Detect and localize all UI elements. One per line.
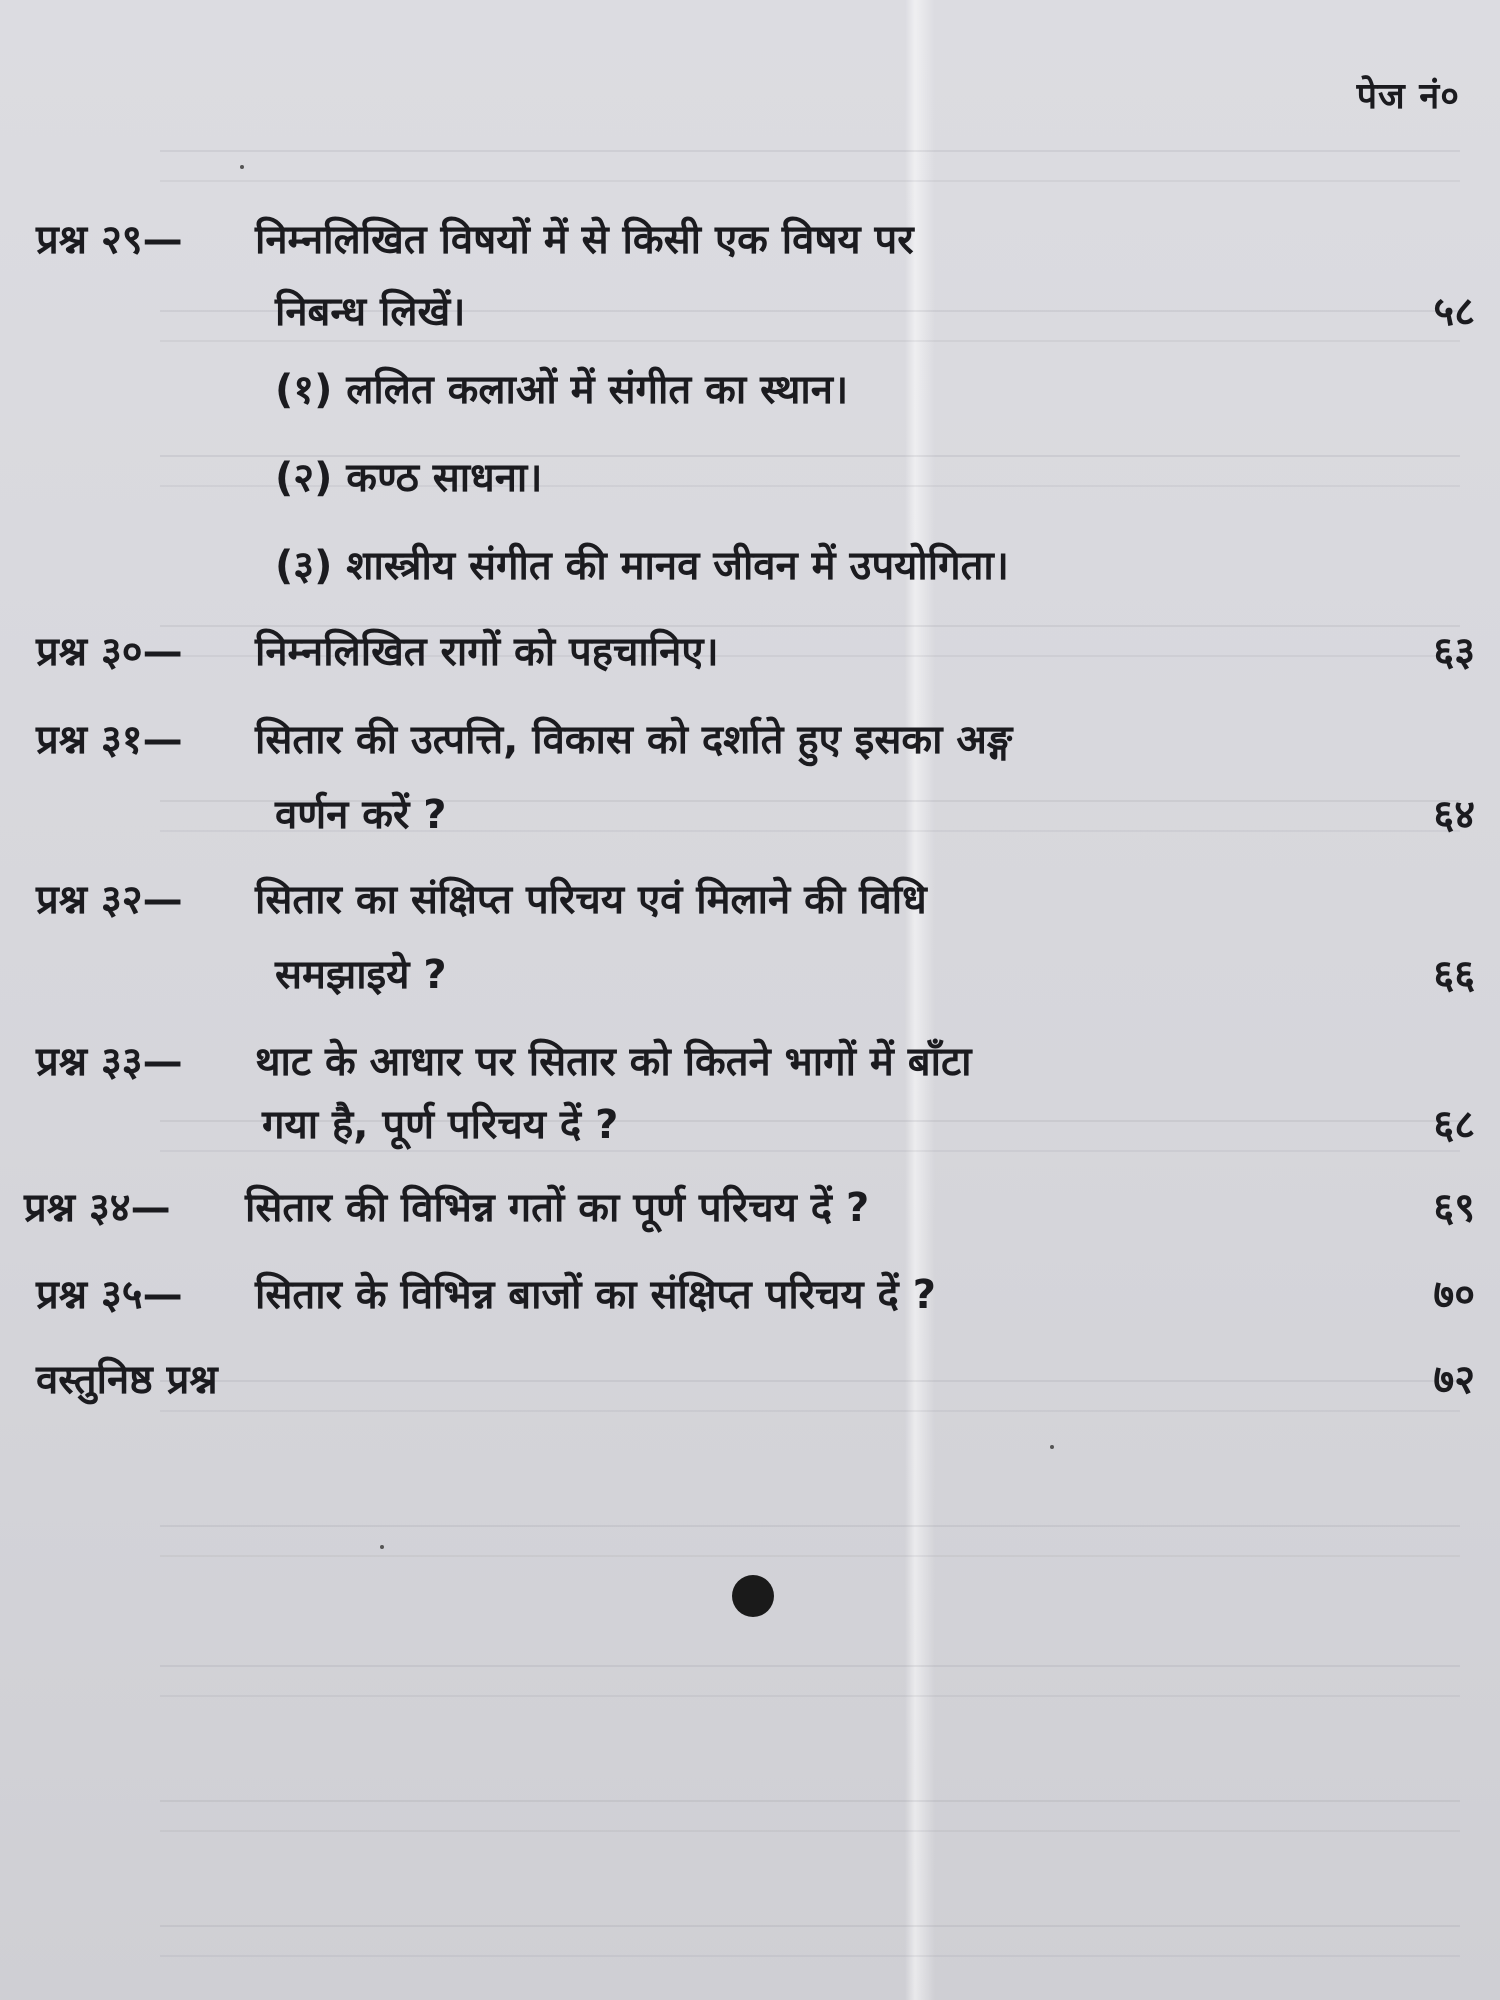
question-label: प्रश्न २९—	[36, 217, 183, 263]
question-text: सितार की विभिन्न गतों का पूर्ण परिचय दें ?	[245, 1185, 870, 1231]
question-text: सितार की उत्पत्ति, विकास को दर्शाते हुए इसका अङ्ग	[255, 717, 1013, 763]
question-text: निम्नलिखित विषयों में से किसी एक विषय पर	[255, 217, 914, 263]
page-ref: ७०	[1433, 1272, 1475, 1318]
question-label: प्रश्न ३४—	[24, 1185, 171, 1231]
speck	[240, 165, 244, 169]
question-text-cont: गया है, पूर्ण परिचय दें ?	[262, 1102, 619, 1148]
page-ref: ५८	[1433, 289, 1475, 335]
question-label: प्रश्न ३१—	[36, 717, 183, 763]
page-ref: ६३	[1433, 629, 1475, 675]
page-ref: ७२	[1433, 1357, 1475, 1403]
sub-topic-text: (३) शास्त्रीय संगीत की मानव जीवन में उपयोगिता।	[275, 543, 1009, 589]
question-label: प्रश्न ३०—	[36, 629, 183, 675]
show-through-line	[160, 1665, 1460, 1697]
question-label: प्रश्न ३५—	[36, 1272, 183, 1318]
show-through-line	[160, 1800, 1460, 1832]
objective-label: वस्तुनिष्ठ प्रश्न	[36, 1357, 218, 1403]
show-through-line	[160, 1380, 1460, 1412]
question-label: प्रश्न ३२—	[36, 877, 183, 923]
show-through-line	[160, 150, 1460, 182]
question-text-cont: निबन्ध लिखें।	[275, 289, 466, 335]
speck	[380, 1545, 384, 1549]
show-through-line	[160, 1525, 1460, 1557]
page-ref: ६६	[1433, 952, 1475, 998]
question-text: सितार का संक्षिप्त परिचय एवं मिलाने की विधि	[255, 877, 927, 923]
sub-topic-text: (१) ललित कलाओं में संगीत का स्थान।	[275, 367, 849, 413]
page-ref: ६४	[1433, 792, 1475, 838]
speck	[1050, 1445, 1054, 1449]
ornament-dot	[732, 1575, 774, 1617]
page-ref: ६९	[1433, 1185, 1475, 1231]
question-label: प्रश्न ३३—	[36, 1039, 183, 1085]
question-text-cont: वर्णन करें ?	[275, 792, 447, 838]
question-text: निम्नलिखित रागों को पहचानिए।	[255, 629, 719, 675]
question-text: थाट के आधार पर सितार को कितने भागों में बाँटा	[255, 1039, 972, 1085]
show-through-line	[160, 1925, 1460, 1957]
question-text: सितार के विभिन्न बाजों का संक्षिप्त परिचय दें ?	[255, 1272, 936, 1318]
page-number-label: पेज नं०	[1356, 76, 1460, 117]
question-text-cont: समझाइये ?	[275, 952, 447, 998]
page-ref: ६८	[1433, 1102, 1475, 1148]
sub-topic-text: (२) कण्ठ साधना।	[275, 455, 543, 501]
